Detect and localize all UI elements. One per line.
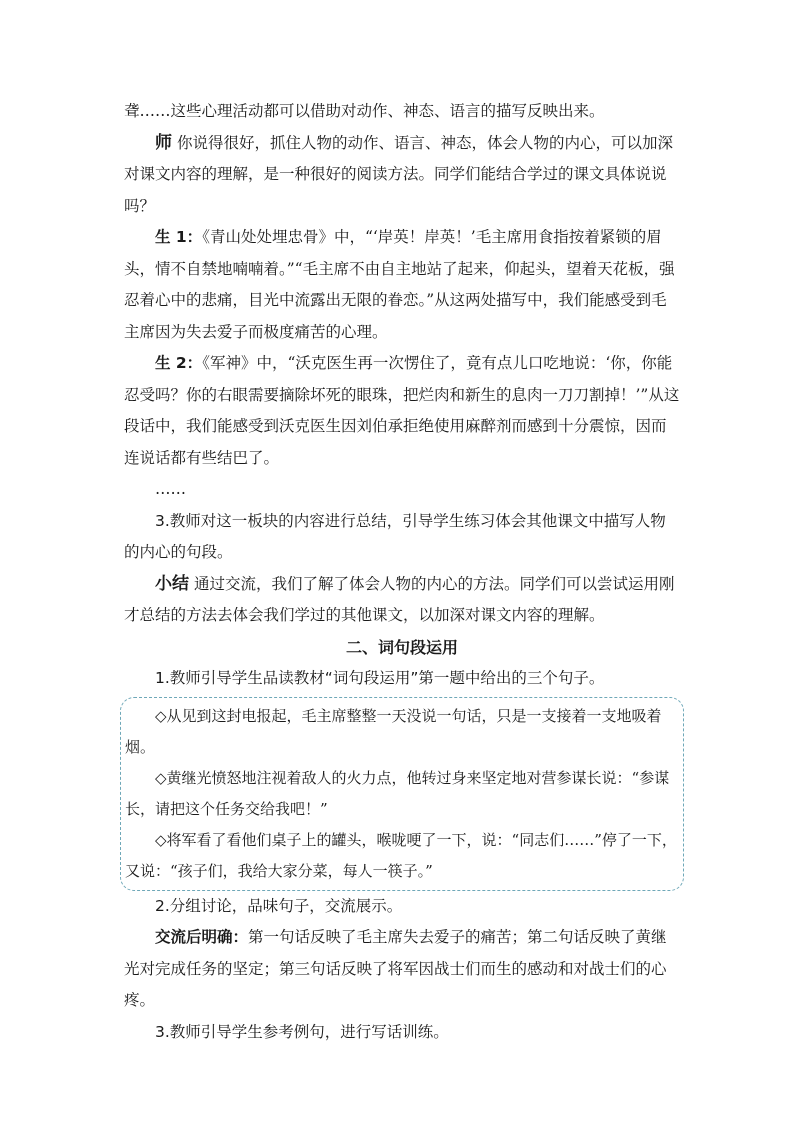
paragraph-ellipsis: …… (155, 480, 186, 498)
paragraph-text: 《军神》中，“沃克医生再一次愣住了，竟有点儿口吃地说：‘你，你能忍受吗？你的右眼需要摘除坏死的眼珠，把烂肉和新生的息肉一刀刀割掉！’”从这段话中，我们能感受到沃克医生因刘伯承拒绝使用麻醉剂而感到十分震惊，因而连说话都有些结巴了。 (124, 354, 680, 467)
paragraph-step-2: 2.分组讨论，品味句子，交流展示。 (155, 896, 403, 915)
speaker-label-teacher: 师 (155, 132, 172, 153)
paragraph-text: 通过交流，我们了解了体会人物的内心的方法。同学们可以尝试运用刚才总结的方法去体会我们学过的其他课文，以加深对课文内容的理解。 (124, 574, 675, 624)
example-sentence-3: ◇将军看了看他们桌子上的罐头，喉咙哽了一下，说：“同志们……”停了一下，又说：“孩子们，我给大家分菜，每人一筷子。” (125, 830, 677, 880)
paragraph-student-2 (124, 348, 680, 474)
example-sentence-1: ◇从见到这封电报起，毛主席整整一天没说一句话，只是一支接着一支地吸着烟。 (125, 706, 662, 756)
paragraph-step-1: 1.教师引导学生品读教材“词句段运用”第一题中给出的三个句子。 (155, 669, 605, 687)
paragraph-conclusion (124, 922, 680, 1017)
paragraph-text: 你说得很好，抓住人物的动作、语言、神态，体会人物的内心，可以加深对课文内容的理解，是一种很好的阅读方法。同学们能结合学过的课文具体说说吗？ (124, 133, 673, 215)
paragraph-teacher (124, 128, 680, 223)
paragraph-step-3: 3.教师对这一板块的内容进行总结，引导学生练习体会其他课文中描写人物的内心的句段。 (124, 511, 666, 561)
paragraph-step-3b: 3.教师引导学生参考例句，进行写话训练。 (155, 1022, 449, 1041)
paragraph-summary (124, 569, 680, 632)
paragraph-student-1 (124, 222, 680, 348)
section-heading: 二、词句段运用 (345, 637, 458, 657)
paragraph-intro: 聋……这些心理活动都可以借助对动作、神态、语言的描写反映出来。 (124, 102, 605, 120)
speaker-label-student-2: 生 2： (155, 354, 203, 372)
example-sentences-box (120, 697, 684, 891)
document-body (124, 96, 680, 1048)
conclusion-label: 交流后明确： (155, 928, 249, 946)
summary-label: 小结 (155, 573, 189, 594)
speaker-label-student-1: 生 1： (155, 228, 203, 246)
example-sentence-2: ◇黄继光愤怒地注视着敌人的火力点，他转过身来坚定地对营参谋长说：“参谋长，请把这个任务交给我吧！” (125, 768, 670, 818)
paragraph-text: 《青山处处埋忠骨》中，“‘岸英！岸英！’毛主席用食指按着紧锁的眉头，情不自禁地喃喃着。”“毛主席不由自主地站了起来，仰起头，望着天花板，强忍着心中的悲痛，目光中流露出无限的眷恋。”从这两处描写中，我们能感受到毛主席因为失去爱子而极度痛苦的心理。 (124, 228, 675, 341)
paragraph-text: 第一句话反映了毛主席失去爱子的痛苦；第二句话反映了黄继光对完成任务的坚定；第三句话反映了将军因战士们而生的感动和对战士们的心疼。 (124, 928, 667, 1009)
